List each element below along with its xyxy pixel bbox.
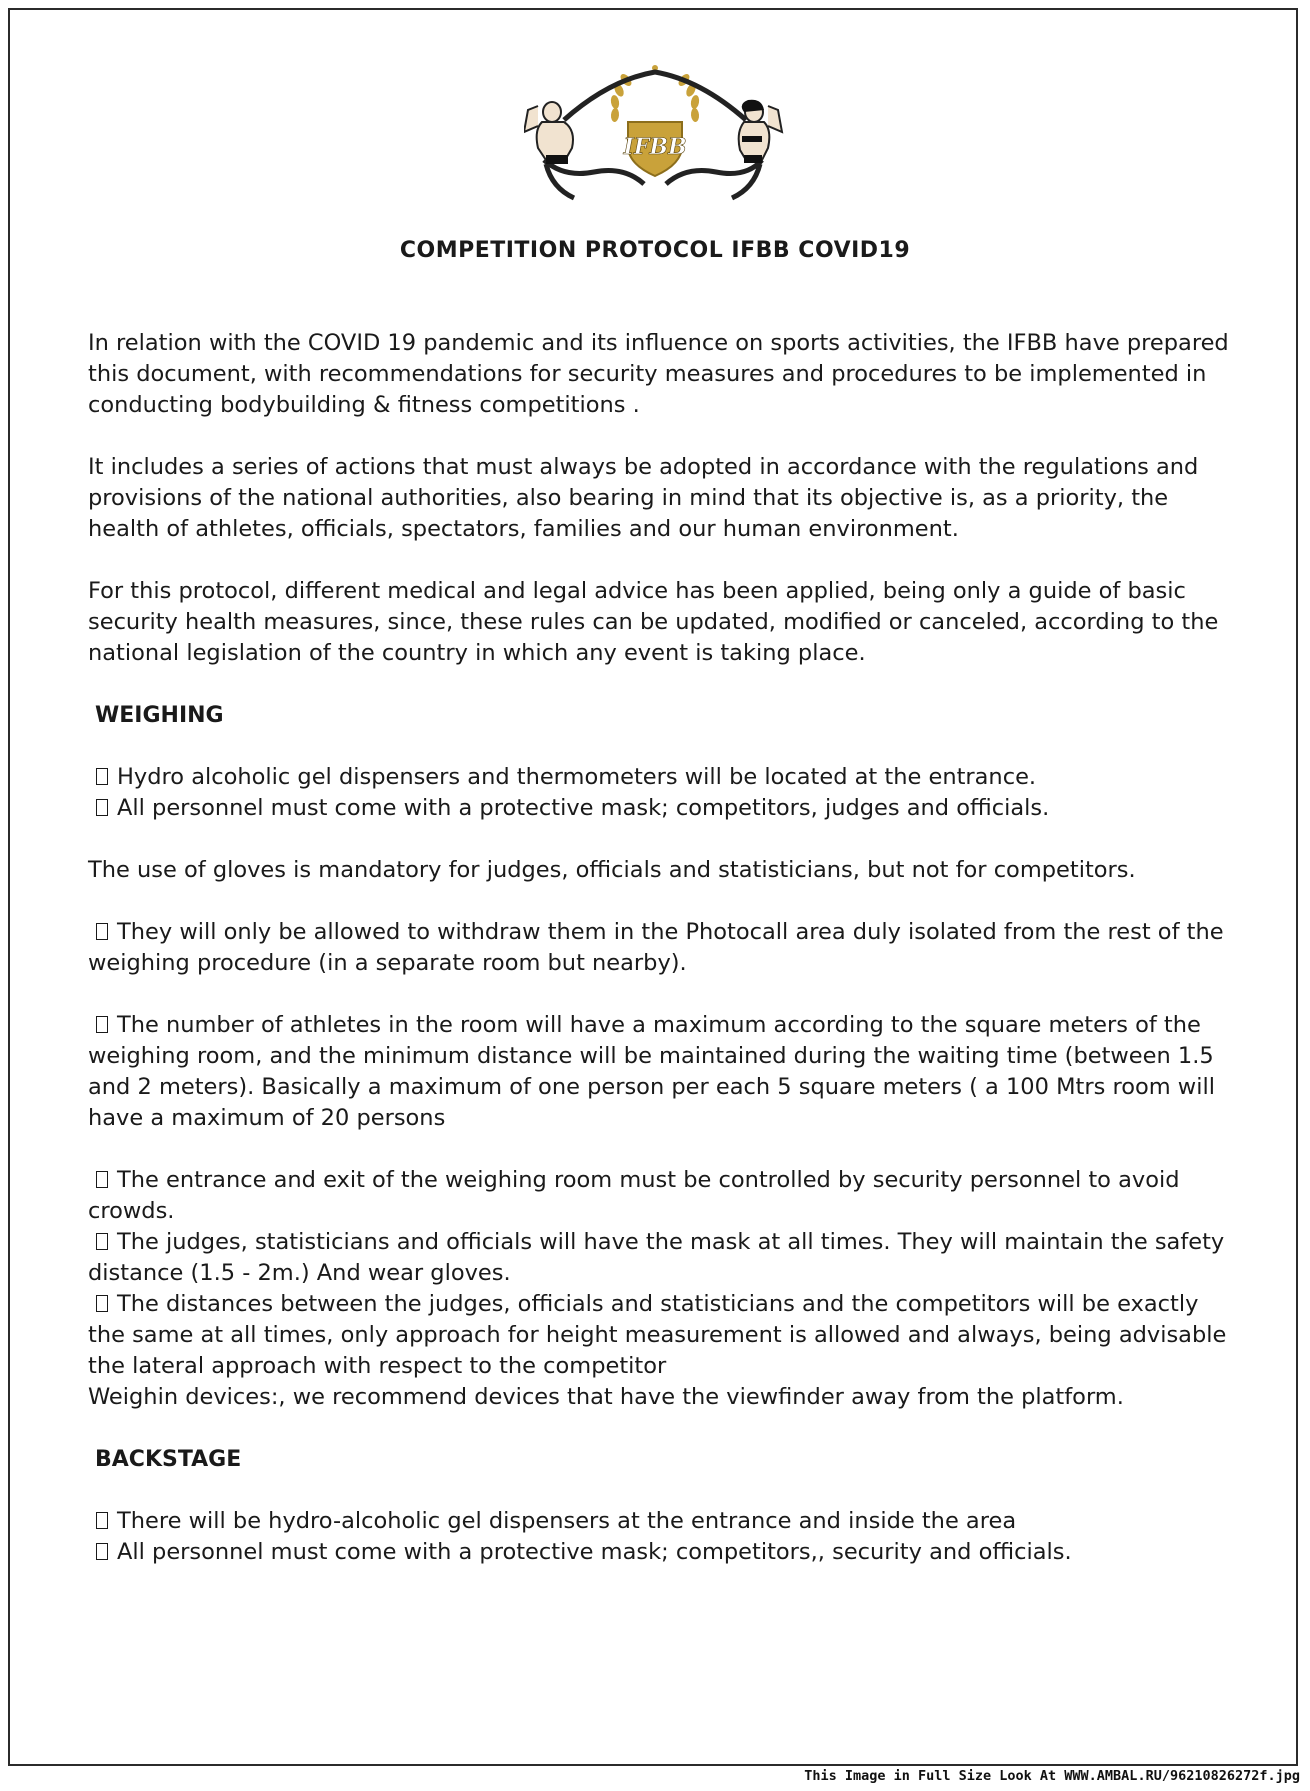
photocall-bullet: They will only be allowed to withdraw them in the Photocall area duly isolated from the rest of the weighing procedure (in a separate room but nearby).	[88, 919, 1224, 976]
backstage-bullet-1: There will be hydro-alcoholic gel dispensers at the entrance and inside the area	[88, 1506, 1238, 1537]
checkbox-bullet-icon	[96, 1512, 108, 1529]
checkbox-bullet-icon	[96, 1016, 108, 1033]
weighing-bullet-distances: The distances between the judges, officials and statisticians and the competitors will be exactly the same at all times, only approach for height measurement is allowed and always, being advisable the lateral approach with respect to the competitor	[88, 1291, 1227, 1379]
checkbox-bullet-icon	[96, 1171, 108, 1188]
checkbox-bullet-icon	[96, 1233, 108, 1250]
document-body	[88, 328, 1238, 1568]
page-title: COMPETITION PROTOCOL IFBB COVID19	[399, 238, 911, 263]
checkbox-bullet-icon	[96, 923, 108, 940]
weighing-bullet-entrance: The entrance and exit of the weighing room must be controlled by security personnel to avoid crowds.	[88, 1167, 1180, 1224]
weighing-devices-text: Weighin devices:, we recommend devices that have the viewfinder away from the platform.	[88, 1384, 1124, 1410]
backstage-bullet-2: All personnel must come with a protective mask; competitors,, security and officials.	[88, 1537, 1238, 1568]
ifbb-logo	[524, 60, 786, 210]
intro-paragraph-2: It includes a series of actions that must always be adopted in accordance with the regulations and provisions of the national authorities, also bearing in mind that its objective is, as a priority, the health of athletes, officials, spectators, families and our human environment.	[88, 454, 1199, 542]
gloves-paragraph: The use of gloves is mandatory for judges, officials and statisticians, but not for competitors.	[88, 857, 1136, 883]
checkbox-bullet-icon	[96, 1295, 108, 1312]
checkbox-bullet-icon	[96, 799, 108, 816]
intro-paragraph-3: For this protocol, different medical and legal advice has been applied, being only a guide of basic security health measures, since, these rules can be updated, modified or canceled, according to the national legislation of the country in which any event is taking place.	[88, 578, 1219, 666]
weighing-bullet-1: Hydro alcoholic gel dispensers and thermometers will be located at the entrance.	[88, 762, 1238, 793]
weighing-bullet-2: All personnel must come with a protective mask; competitors, judges and officials.	[88, 793, 1238, 824]
footer-watermark-text: This Image in Full Size Look At WWW.AMBAL.RU/96210826272f.jpg	[804, 1768, 1300, 1784]
checkbox-bullet-icon	[96, 1543, 108, 1560]
backstage-heading: BACKSTAGE	[95, 1447, 242, 1472]
room-capacity-bullet: The number of athletes in the room will have a maximum according to the square meters of the weighing room, and the minimum distance will be maintained during the waiting time (between 1.5 and 2 meters). Basically a maximum of one person per each 5 square meters ( a 100 Mtrs room will have a maximum of 20 persons	[88, 1012, 1215, 1131]
weighing-heading: WEIGHING	[95, 703, 224, 728]
weighing-bullet-judges: The judges, statisticians and officials will have the mask at all times. They will maintain the safety distance (1.5 - 2m.) And wear gloves.	[88, 1229, 1225, 1286]
checkbox-bullet-icon	[96, 768, 108, 785]
intro-paragraph-1: In relation with the COVID 19 pandemic and its influence on sports activities, the IFBB have prepared this document, with recommendations for security measures and procedures to be implemented in conducting bodybuilding & fitness competitions .	[88, 330, 1229, 418]
logo-text: IFBB	[623, 134, 687, 160]
